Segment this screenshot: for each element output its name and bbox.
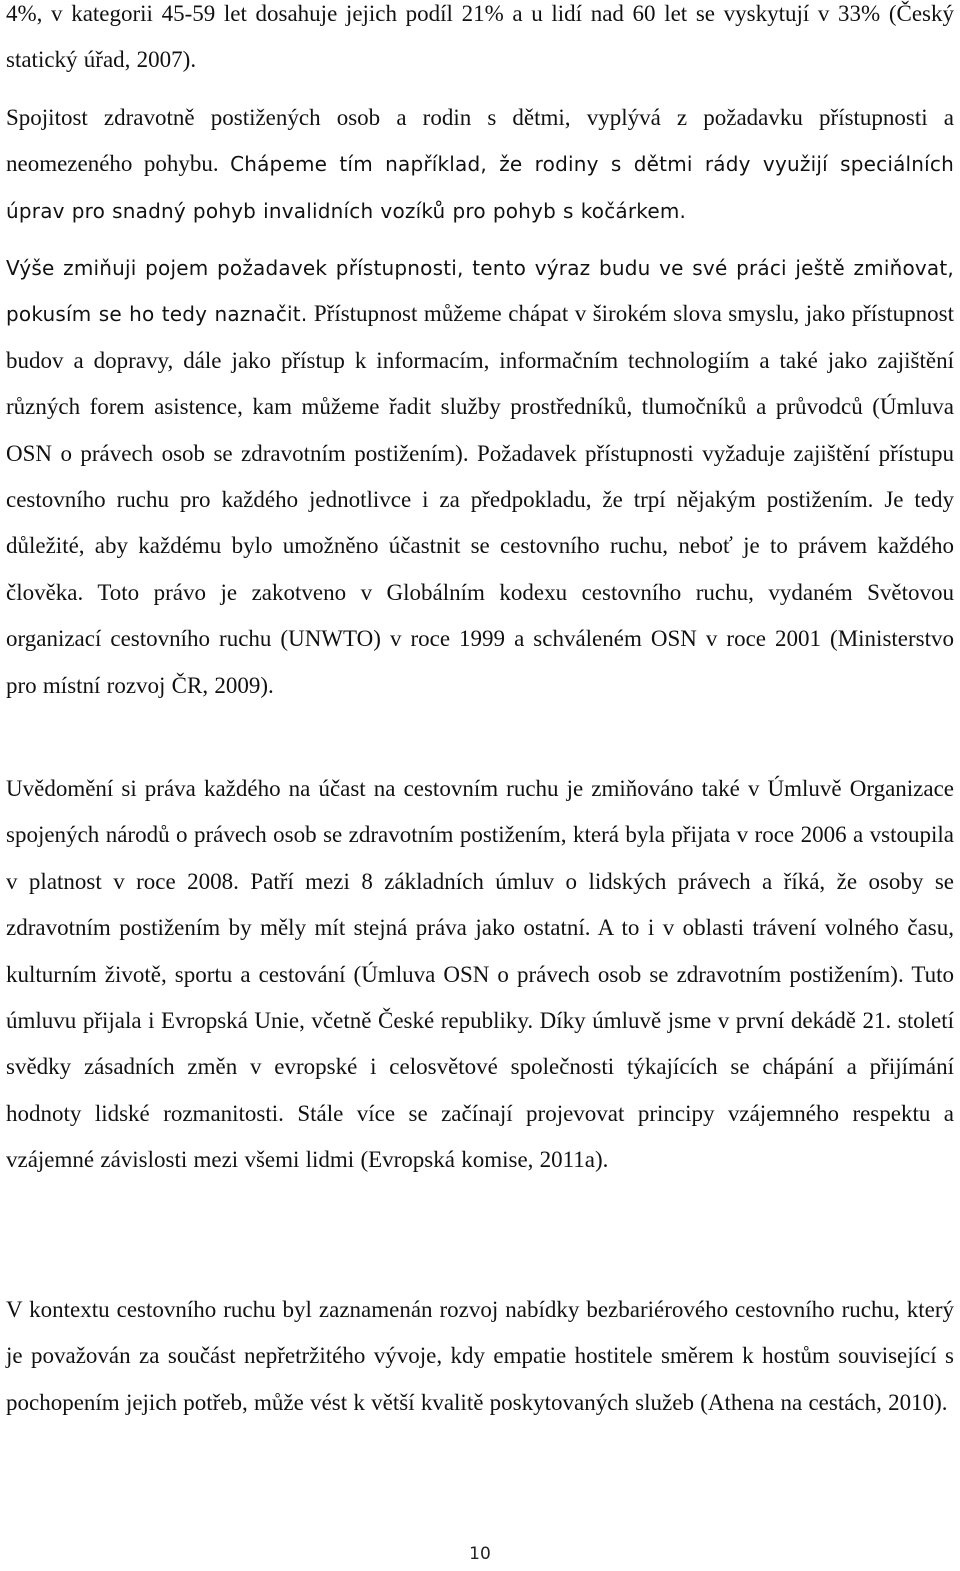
document-page [6, 0, 954, 1571]
paragraph-text: Uvědomění si práva každého na účast na cestovním ruchu je zmiňováno také v Úmluvě Organizace spojených národů o právech osob se zdravotním postižením, která byla přijata v roce 2006 a vstoupila v platnost v roce 2008. Patří mezi 8 základních úmluv o lidských právech a říká, že osoby se zdravotním postižením by měly mít stejná práva jako ostatní. A to i v oblasti trávení volného času, kulturním životě, sportu a cestování (Úmluva OSN o právech osob se zdravotním postižením). Tuto úmluvu přijala i Evropská Unie, včetně České republiky. Díky úmluvě jsme v první dekádě 21. století svědky zásadních změn v evropské i celosvětové společnosti týkajících se chápání a přijímání hodnoty lidské rozmanitosti. Stále více se začínají projevovat principy vzájemného respektu a vzájemné závislosti mezi všemi lidmi (Evropská komise, 2011a). [6, 776, 954, 1173]
page-number: 10 [469, 1544, 491, 1564]
paragraph-text-sans: Chápeme tím například, že rodiny s dětmi rády využijí speciálních úprav pro snadný pohyb invalidních vozíků pro pohyb s kočárkem. [6, 152, 954, 223]
paragraph-text: Přístupnost můžeme chápat v širokém slova smyslu, jako přístupnost budov a dopravy, dále jako přístup k informacím, informačním technologiím a také jako zajištění různých forem asistence, kam můžeme řadit služby prostředníků, tlumočníků a průvodců (Úmluva OSN o právech osob se zdravotním postižením). Požadavek přístupnosti vyžaduje zajištění přístupu cestovního ruchu pro každého jednotlivce i za předpokladu, že trpí nějakým postižením. Je tedy důležité, aby každému bylo umožněno účastnit se cestovního ruchu, neboť je to právem každého člověka. Toto právo je zakotveno v Globálním kodexu cestovního ruchu, vydaném Světovou organizací cestovního ruchu (UNWTO) v roce 1999 a schváleném OSN v roce 2001 (Ministerstvo pro místní rozvoj ČR, 2009). [6, 301, 954, 698]
paragraph-text: V kontextu cestovního ruchu byl zaznamenán rozvoj nabídky bezbariérového cestovního ruchu, který je považován za součást nepřetržitého vývoje, kdy empatie hostitele směrem k hostům související s pochopením jejich potřeb, může vést k větší kvalitě poskytovaných služeb (Athena na cestách, 2010). [6, 1297, 954, 1415]
paragraph-accessibility [6, 245, 954, 709]
paragraph-statistics [6, 0, 954, 84]
paragraph-text: 4%, v kategorii 45-59 let dosahuje jejich podíl 21% a u lidí nad 60 let se vyskytují v 33% (Český statický úřad, 2007). [6, 1, 954, 73]
paragraph-families-with-children [6, 95, 954, 234]
paragraph-text-sans: Výše zmiňuji pojem požadavek přístupnosti, tento výraz budu ve své práci ještě zmiňovat, pokusím se ho tedy naznačit. [6, 256, 954, 327]
paragraph-un-convention [6, 766, 954, 1184]
paragraph-text: Spojitost zdravotně postižených osob a rodin s dětmi, vyplývá z požadavku přístupnosti a neomezeného pohybu. [6, 105, 954, 177]
paragraph-barrier-free-tourism [6, 1287, 954, 1426]
